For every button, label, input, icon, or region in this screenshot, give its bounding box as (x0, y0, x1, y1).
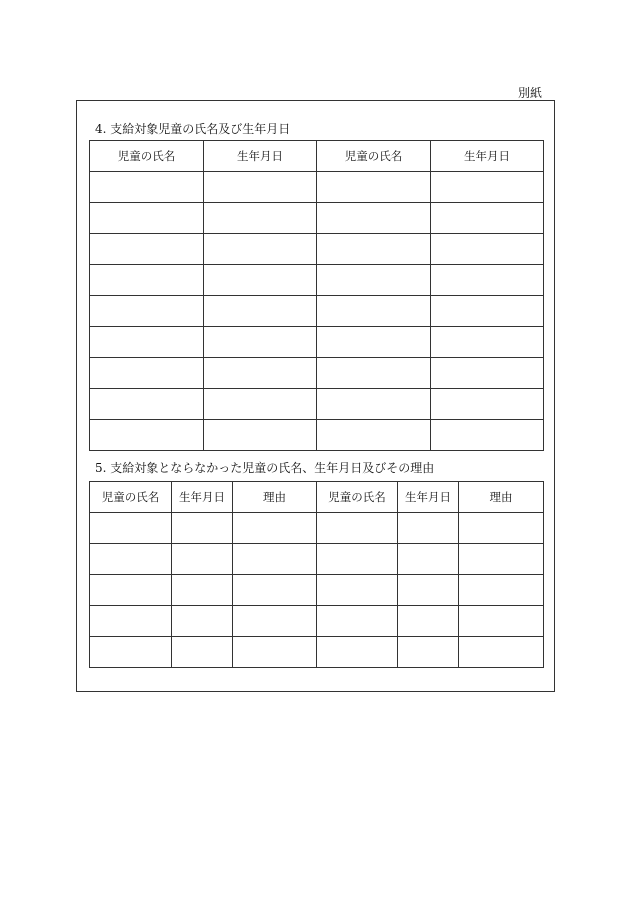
eligible-cell[interactable] (90, 358, 204, 389)
ineligible-children-table (89, 481, 544, 668)
ineligible-cell[interactable] (317, 575, 398, 606)
table-header-row (90, 482, 544, 513)
eligible-cell[interactable] (90, 420, 204, 451)
table-row (90, 544, 544, 575)
eligible-cell[interactable] (90, 234, 204, 265)
header-birth-date: 生年月日 (172, 482, 233, 513)
eligible-cell[interactable] (204, 358, 317, 389)
eligible-cell[interactable] (317, 265, 431, 296)
ineligible-cell[interactable] (398, 513, 459, 544)
eligible-cell[interactable] (204, 296, 317, 327)
ineligible-cell[interactable] (459, 513, 544, 544)
table-row (90, 296, 544, 327)
eligible-cell[interactable] (90, 172, 204, 203)
table-row (90, 513, 544, 544)
ineligible-cell[interactable] (398, 637, 459, 668)
eligible-cell[interactable] (317, 172, 431, 203)
eligible-cell[interactable] (431, 420, 544, 451)
eligible-cell[interactable] (204, 203, 317, 234)
eligible-cell[interactable] (431, 234, 544, 265)
eligible-cell[interactable] (431, 327, 544, 358)
table-header-row (90, 141, 544, 172)
header-birth-date: 生年月日 (398, 482, 459, 513)
eligible-cell[interactable] (431, 389, 544, 420)
ineligible-cell[interactable] (90, 606, 172, 637)
table-row (90, 575, 544, 606)
eligible-cell[interactable] (317, 389, 431, 420)
ineligible-cell[interactable] (233, 513, 317, 544)
eligible-cell[interactable] (317, 420, 431, 451)
eligible-cell[interactable] (90, 203, 204, 234)
ineligible-cell[interactable] (233, 637, 317, 668)
ineligible-cell[interactable] (233, 575, 317, 606)
eligible-cell[interactable] (90, 327, 204, 358)
section-5-heading: 5. 支給対象とならなかった児童の氏名、生年月日及びその理由 (95, 461, 435, 475)
ineligible-cell[interactable] (233, 544, 317, 575)
ineligible-cell[interactable] (172, 637, 233, 668)
eligible-cell[interactable] (431, 296, 544, 327)
eligible-cell[interactable] (204, 389, 317, 420)
ineligible-cell[interactable] (459, 637, 544, 668)
eligible-cell[interactable] (204, 234, 317, 265)
header-birth-date: 生年月日 (431, 141, 544, 172)
eligible-cell[interactable] (317, 296, 431, 327)
table-row (90, 389, 544, 420)
ineligible-cell[interactable] (317, 637, 398, 668)
ineligible-cell[interactable] (459, 606, 544, 637)
ineligible-cell[interactable] (172, 606, 233, 637)
eligible-children-body (90, 172, 544, 451)
ineligible-cell[interactable] (90, 637, 172, 668)
appendix-label: 別紙 (518, 86, 543, 100)
ineligible-cell[interactable] (459, 575, 544, 606)
eligible-cell[interactable] (317, 234, 431, 265)
ineligible-cell[interactable] (317, 513, 398, 544)
ineligible-cell[interactable] (90, 575, 172, 606)
header-child-name: 児童の氏名 (90, 141, 204, 172)
ineligible-cell[interactable] (398, 575, 459, 606)
eligible-cell[interactable] (431, 265, 544, 296)
ineligible-cell[interactable] (172, 575, 233, 606)
eligible-cell[interactable] (317, 327, 431, 358)
eligible-cell[interactable] (204, 327, 317, 358)
table-row (90, 358, 544, 389)
eligible-cell[interactable] (204, 172, 317, 203)
ineligible-cell[interactable] (317, 544, 398, 575)
eligible-cell[interactable] (317, 358, 431, 389)
eligible-cell[interactable] (431, 358, 544, 389)
ineligible-cell[interactable] (233, 606, 317, 637)
ineligible-cell[interactable] (172, 544, 233, 575)
ineligible-cell[interactable] (459, 544, 544, 575)
eligible-cell[interactable] (204, 265, 317, 296)
table-row (90, 327, 544, 358)
table-row (90, 265, 544, 296)
eligible-cell[interactable] (431, 203, 544, 234)
table-row (90, 420, 544, 451)
ineligible-cell[interactable] (317, 606, 398, 637)
table-row (90, 234, 544, 265)
ineligible-cell[interactable] (398, 606, 459, 637)
table-row (90, 637, 544, 668)
header-reason: 理由 (233, 482, 317, 513)
header-reason: 理由 (459, 482, 544, 513)
ineligible-cell[interactable] (398, 544, 459, 575)
eligible-cell[interactable] (317, 203, 431, 234)
section-4-heading: 4. 支給対象児童の氏名及び生年月日 (95, 122, 291, 136)
eligible-children-table (89, 140, 544, 451)
ineligible-cell[interactable] (172, 513, 233, 544)
eligible-cell[interactable] (90, 296, 204, 327)
eligible-cell[interactable] (90, 265, 204, 296)
eligible-cell[interactable] (204, 420, 317, 451)
ineligible-cell[interactable] (90, 513, 172, 544)
header-child-name: 児童の氏名 (317, 141, 431, 172)
table-row (90, 172, 544, 203)
eligible-cell[interactable] (90, 389, 204, 420)
table-row (90, 606, 544, 637)
header-child-name: 児童の氏名 (317, 482, 398, 513)
table-row (90, 203, 544, 234)
ineligible-cell[interactable] (90, 544, 172, 575)
header-child-name: 児童の氏名 (90, 482, 172, 513)
ineligible-children-body (90, 513, 544, 668)
eligible-cell[interactable] (431, 172, 544, 203)
header-birth-date: 生年月日 (204, 141, 317, 172)
